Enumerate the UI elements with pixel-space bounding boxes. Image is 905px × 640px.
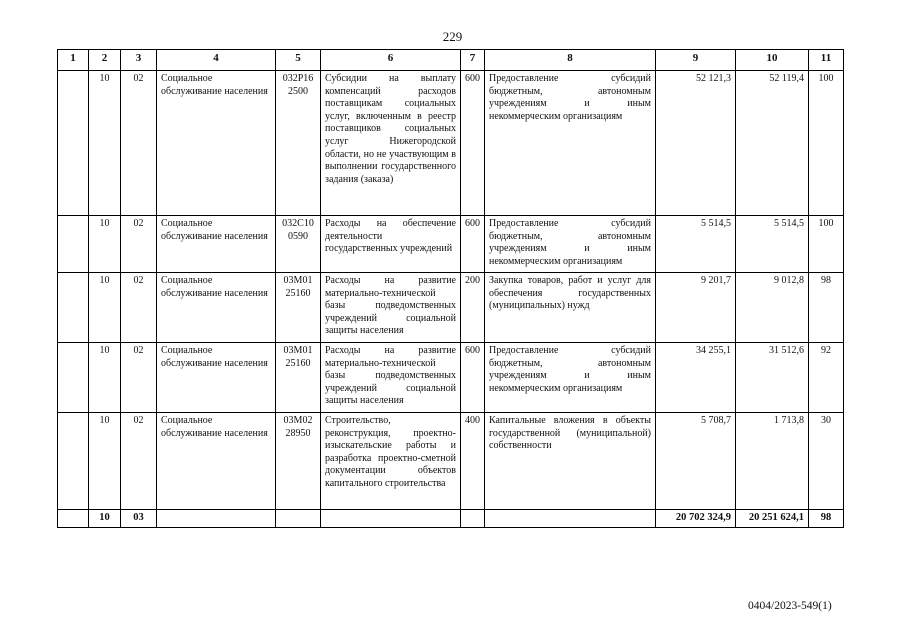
cell-expense-type: 600 <box>461 216 485 273</box>
col-header-6: 6 <box>321 50 461 71</box>
cell-section: 10 <box>89 343 121 413</box>
total-section: 10 <box>89 510 121 528</box>
cell-plan: 34 255,1 <box>656 343 736 413</box>
cell-subsection-name: Социальное обслуживание населения <box>157 343 276 413</box>
col-header-2: 2 <box>89 50 121 71</box>
cell-subsection-name: Социальное обслуживание населения <box>157 413 276 510</box>
total-empty-cell <box>461 510 485 528</box>
cell-section: 10 <box>89 273 121 343</box>
cell-section: 10 <box>89 71 121 216</box>
cell-target-name: Расходы на развитие материально-технической базы подведомственных учреждений социальной защиты населения <box>321 273 461 343</box>
total-row <box>58 510 844 528</box>
cell-target-name: Расходы на обеспечение деятельности государственных учреждений <box>321 216 461 273</box>
page-number: 229 <box>442 29 463 44</box>
cell-percent: 30 <box>809 413 844 510</box>
col-header-11: 11 <box>809 50 844 71</box>
cell-subsection: 02 <box>121 216 157 273</box>
cell-target-code: 03М02 28950 <box>276 413 321 510</box>
col-header-3: 3 <box>121 50 157 71</box>
total-empty-cell <box>321 510 461 528</box>
cell-target-code: 032P16 2500 <box>276 71 321 216</box>
col-header-8: 8 <box>485 50 656 71</box>
cell-section: 10 <box>89 413 121 510</box>
cell-actual: 1 713,8 <box>736 413 809 510</box>
table-row <box>58 273 844 343</box>
table-row <box>58 413 844 510</box>
cell-subsection: 02 <box>121 343 157 413</box>
cell-expense-type-name: Предоставление субсидий бюджетным, автономным учреждениям и иным некоммерческим организациям <box>485 343 656 413</box>
cell-subsection-name: Социальное обслуживание населения <box>157 71 276 216</box>
cell-subsection: 02 <box>121 413 157 510</box>
cell-actual: 52 119,4 <box>736 71 809 216</box>
cell-target-code: 03М01 25160 <box>276 343 321 413</box>
total-subsection: 03 <box>121 510 157 528</box>
total-cell-c1 <box>58 510 89 528</box>
document-code: 0404/2023-549(1) <box>748 600 832 612</box>
cell-expense-type-name: Капитальные вложения в объекты государственной (муниципальной) собственности <box>485 413 656 510</box>
cell-target-name: Субсидии на выплату компенсаций расходов поставщикам социальных услуг, включенным в реестр поставщиков социальных услуг Нижегородской области, но не участвующим в выполнении государственного задания (заказа) <box>321 71 461 216</box>
cell-c1 <box>58 343 89 413</box>
cell-c1 <box>58 273 89 343</box>
cell-c1 <box>58 216 89 273</box>
cell-expense-type: 200 <box>461 273 485 343</box>
cell-percent: 100 <box>809 71 844 216</box>
cell-actual: 31 512,6 <box>736 343 809 413</box>
cell-percent: 92 <box>809 343 844 413</box>
cell-expense-type: 600 <box>461 71 485 216</box>
cell-subsection-name: Социальное обслуживание населения <box>157 216 276 273</box>
cell-target-code: 03М01 25160 <box>276 273 321 343</box>
cell-subsection: 02 <box>121 273 157 343</box>
col-header-7: 7 <box>461 50 485 71</box>
total-actual: 20 251 624,1 <box>736 510 809 528</box>
cell-c1 <box>58 413 89 510</box>
cell-percent: 98 <box>809 273 844 343</box>
header-row <box>58 50 844 71</box>
total-empty-cell <box>485 510 656 528</box>
total-empty-cell <box>157 510 276 528</box>
total-percent: 98 <box>809 510 844 528</box>
cell-plan: 9 201,7 <box>656 273 736 343</box>
col-header-10: 10 <box>736 50 809 71</box>
col-header-5: 5 <box>276 50 321 71</box>
total-empty-cell <box>276 510 321 528</box>
cell-percent: 100 <box>809 216 844 273</box>
cell-actual: 9 012,8 <box>736 273 809 343</box>
cell-expense-type-name: Предоставление субсидий бюджетным, автономным учреждениям и иным некоммерческим организациям <box>485 71 656 216</box>
cell-target-name: Строительство, реконструкция, проектно-изыскательские работы и разработка проектно-сметной документации объектов капитального строительства <box>321 413 461 510</box>
cell-subsection-name: Социальное обслуживание населения <box>157 273 276 343</box>
cell-c1 <box>58 71 89 216</box>
cell-target-code: 032C10 0590 <box>276 216 321 273</box>
table-row <box>58 71 844 216</box>
total-plan: 20 702 324,9 <box>656 510 736 528</box>
table-row <box>58 216 844 273</box>
cell-expense-type-name: Предоставление субсидий бюджетным, автономным учреждениям и иным некоммерческим организациям <box>485 216 656 273</box>
cell-plan: 5 514,5 <box>656 216 736 273</box>
cell-section: 10 <box>89 216 121 273</box>
col-header-1: 1 <box>58 50 89 71</box>
cell-expense-type: 600 <box>461 343 485 413</box>
cell-expense-type-name: Закупка товаров, работ и услуг для обеспечения государственных (муниципальных) нужд <box>485 273 656 343</box>
col-header-9: 9 <box>656 50 736 71</box>
cell-actual: 5 514,5 <box>736 216 809 273</box>
table-row <box>58 343 844 413</box>
cell-plan: 52 121,3 <box>656 71 736 216</box>
budget-table <box>57 49 844 528</box>
cell-expense-type: 400 <box>461 413 485 510</box>
cell-target-name: Расходы на развитие материально-технической базы подведомственных учреждений социальной защиты населения <box>321 343 461 413</box>
cell-plan: 5 708,7 <box>656 413 736 510</box>
cell-subsection: 02 <box>121 71 157 216</box>
col-header-4: 4 <box>157 50 276 71</box>
